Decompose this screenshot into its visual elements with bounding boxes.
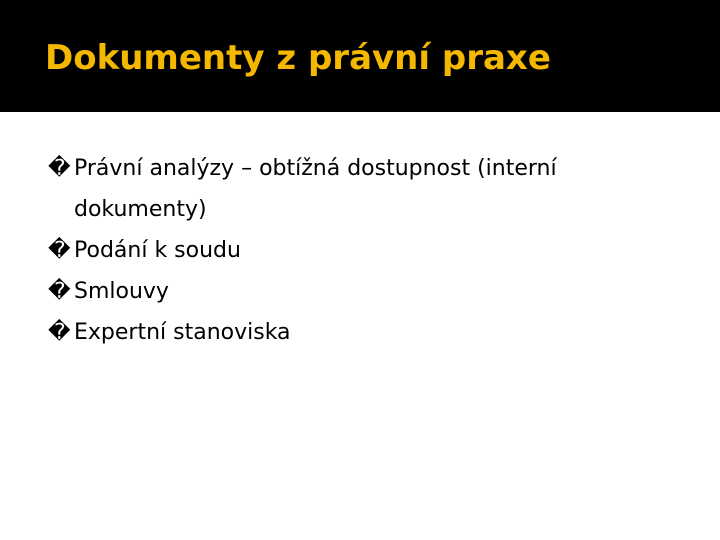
title-bar [0, 0, 720, 112]
bullet-marker-icon: � [48, 320, 71, 345]
bullet-text: Podání k soudu [74, 238, 241, 263]
bullet-marker-icon: � [48, 156, 71, 181]
bullet-text: Expertní stanoviska [74, 320, 291, 345]
bullet-item [48, 312, 688, 353]
bullet-item [48, 230, 688, 271]
slide-title: Dokumenty z právní praxe [45, 38, 551, 78]
bullet-marker-icon: � [48, 279, 71, 304]
bullet-text: Smlouvy [74, 279, 169, 304]
bullet-text: Právní analýzy – obtížná dostupnost (interní dokumenty) [74, 156, 557, 222]
bullet-marker-icon: � [48, 238, 71, 263]
bullet-item [48, 271, 688, 312]
bullet-item [48, 148, 688, 230]
bullet-list [48, 148, 688, 353]
